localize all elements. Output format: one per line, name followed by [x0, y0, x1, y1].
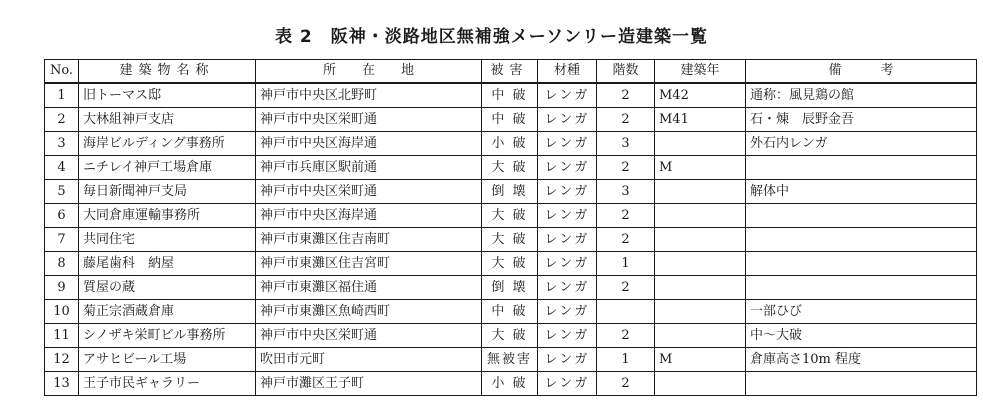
cell-no: 7 [45, 228, 79, 252]
cell-year [655, 252, 746, 276]
cell-name: アサヒビール工場 [79, 348, 256, 372]
cell-damage: 無被害 [482, 348, 538, 372]
cell-remarks [746, 204, 977, 228]
table-row [45, 83, 977, 108]
cell-no: 13 [45, 372, 79, 396]
cell-name: 海岸ビルディング事務所 [79, 132, 256, 156]
table-caption [0, 22, 983, 47]
cell-damage: 中 破 [482, 83, 538, 108]
cell-no: 6 [45, 204, 79, 228]
table-number: 表 2 [274, 27, 313, 47]
cell-damage: 小 破 [482, 132, 538, 156]
cell-year [655, 300, 746, 324]
cell-year: M [655, 156, 746, 180]
cell-location: 吹田市元町 [256, 348, 482, 372]
cell-remarks: 一部ひび [746, 300, 977, 324]
cell-no: 9 [45, 276, 79, 300]
table-row [45, 204, 977, 228]
table-row [45, 252, 977, 276]
header-remarks: 備 考 [746, 60, 977, 84]
cell-name: ニチレイ神戸工場倉庫 [79, 156, 256, 180]
cell-floors: 2 [597, 108, 655, 132]
cell-location: 神戸市中央区北野町 [256, 83, 482, 108]
cell-no: 4 [45, 156, 79, 180]
cell-floors: 1 [597, 348, 655, 372]
cell-year [655, 180, 746, 204]
header-damage: 被害 [482, 60, 538, 84]
header-name: 建築物名称 [79, 60, 256, 84]
cell-material: レンガ [538, 252, 597, 276]
cell-no: 12 [45, 348, 79, 372]
cell-no: 10 [45, 300, 79, 324]
cell-damage: 小 破 [482, 372, 538, 396]
header-location: 所 在 地 [256, 60, 482, 84]
cell-year: M42 [655, 83, 746, 108]
cell-floors: 1 [597, 252, 655, 276]
cell-no: 2 [45, 108, 79, 132]
cell-name: 大林組神戸支店 [79, 108, 256, 132]
cell-location: 神戸市中央区海岸通 [256, 204, 482, 228]
cell-year [655, 204, 746, 228]
cell-material: レンガ [538, 83, 597, 108]
cell-remarks [746, 228, 977, 252]
cell-floors: 2 [597, 156, 655, 180]
cell-damage: 大 破 [482, 228, 538, 252]
cell-location: 神戸市中央区栄町通 [256, 180, 482, 204]
cell-location: 神戸市中央区海岸通 [256, 132, 482, 156]
table-row [45, 156, 977, 180]
cell-floors: 2 [597, 324, 655, 348]
cell-material: レンガ [538, 156, 597, 180]
cell-year [655, 276, 746, 300]
cell-damage: 倒 壊 [482, 180, 538, 204]
cell-floors: 2 [597, 372, 655, 396]
header-row [45, 60, 977, 84]
cell-name: 大同倉庫運輸事務所 [79, 204, 256, 228]
cell-damage: 中 破 [482, 108, 538, 132]
table-row [45, 348, 977, 372]
cell-floors [597, 300, 655, 324]
cell-damage: 倒 壊 [482, 276, 538, 300]
cell-name: 藤尾歯科 納屋 [79, 252, 256, 276]
table-row [45, 108, 977, 132]
cell-floors: 2 [597, 83, 655, 108]
cell-location: 神戸市東灘区魚崎西町 [256, 300, 482, 324]
header-floors: 階数 [597, 60, 655, 84]
cell-year [655, 372, 746, 396]
cell-location: 神戸市兵庫区駅前通 [256, 156, 482, 180]
cell-material: レンガ [538, 108, 597, 132]
cell-name: 菊正宗酒蔵倉庫 [79, 300, 256, 324]
cell-remarks: 解体中 [746, 180, 977, 204]
cell-name: 王子市民ギャラリー [79, 372, 256, 396]
cell-year: M41 [655, 108, 746, 132]
table-row [45, 228, 977, 252]
cell-no: 5 [45, 180, 79, 204]
cell-year [655, 324, 746, 348]
cell-location: 神戸市東灘区住吉南町 [256, 228, 482, 252]
cell-remarks [746, 156, 977, 180]
cell-location: 神戸市東灘区福住通 [256, 276, 482, 300]
cell-floors: 2 [597, 276, 655, 300]
cell-name: 共同住宅 [79, 228, 256, 252]
cell-material: レンガ [538, 300, 597, 324]
cell-location: 神戸市中央区栄町通 [256, 324, 482, 348]
table-row [45, 300, 977, 324]
cell-name: 毎日新聞神戸支局 [79, 180, 256, 204]
table-row [45, 372, 977, 396]
cell-remarks [746, 252, 977, 276]
cell-location: 神戸市東灘区住吉宮町 [256, 252, 482, 276]
cell-location: 神戸市中央区栄町通 [256, 108, 482, 132]
cell-year [655, 132, 746, 156]
cell-material: レンガ [538, 372, 597, 396]
table-header [45, 60, 977, 84]
cell-material: レンガ [538, 324, 597, 348]
cell-remarks [746, 276, 977, 300]
cell-floors: 3 [597, 132, 655, 156]
cell-remarks: 外石内レンガ [746, 132, 977, 156]
cell-damage: 大 破 [482, 204, 538, 228]
cell-no: 11 [45, 324, 79, 348]
cell-year [655, 228, 746, 252]
table-row [45, 324, 977, 348]
cell-material: レンガ [538, 348, 597, 372]
table-row [45, 132, 977, 156]
table-title: 阪神・淡路地区無補強メーソンリー造建築一覧 [330, 27, 709, 47]
cell-remarks: 通称：風見鶏の館 [746, 83, 977, 108]
header-no: No. [45, 60, 79, 84]
cell-material: レンガ [538, 204, 597, 228]
building-list-table [44, 59, 977, 396]
cell-name: シノザキ栄町ビル事務所 [79, 324, 256, 348]
cell-damage: 大 破 [482, 324, 538, 348]
cell-damage: 大 破 [482, 252, 538, 276]
cell-material: レンガ [538, 276, 597, 300]
cell-damage: 中 破 [482, 300, 538, 324]
cell-name: 質屋の蔵 [79, 276, 256, 300]
table-row [45, 180, 977, 204]
cell-remarks: 石・煉 辰野金吾 [746, 108, 977, 132]
cell-remarks: 倉庫高さ10m 程度 [746, 348, 977, 372]
cell-name: 旧トーマス邸 [79, 83, 256, 108]
cell-material: レンガ [538, 132, 597, 156]
cell-floors: 3 [597, 180, 655, 204]
header-material: 材種 [538, 60, 597, 84]
cell-year: M [655, 348, 746, 372]
cell-damage: 大 破 [482, 156, 538, 180]
cell-floors: 2 [597, 204, 655, 228]
table-body [45, 83, 977, 396]
cell-location: 神戸市灘区王子町 [256, 372, 482, 396]
cell-material: レンガ [538, 228, 597, 252]
cell-remarks [746, 372, 977, 396]
cell-material: レンガ [538, 180, 597, 204]
header-year: 建築年 [655, 60, 746, 84]
cell-no: 3 [45, 132, 79, 156]
table-row [45, 276, 977, 300]
cell-no: 8 [45, 252, 79, 276]
cell-floors: 2 [597, 228, 655, 252]
cell-no: 1 [45, 83, 79, 108]
cell-remarks: 中～大破 [746, 324, 977, 348]
